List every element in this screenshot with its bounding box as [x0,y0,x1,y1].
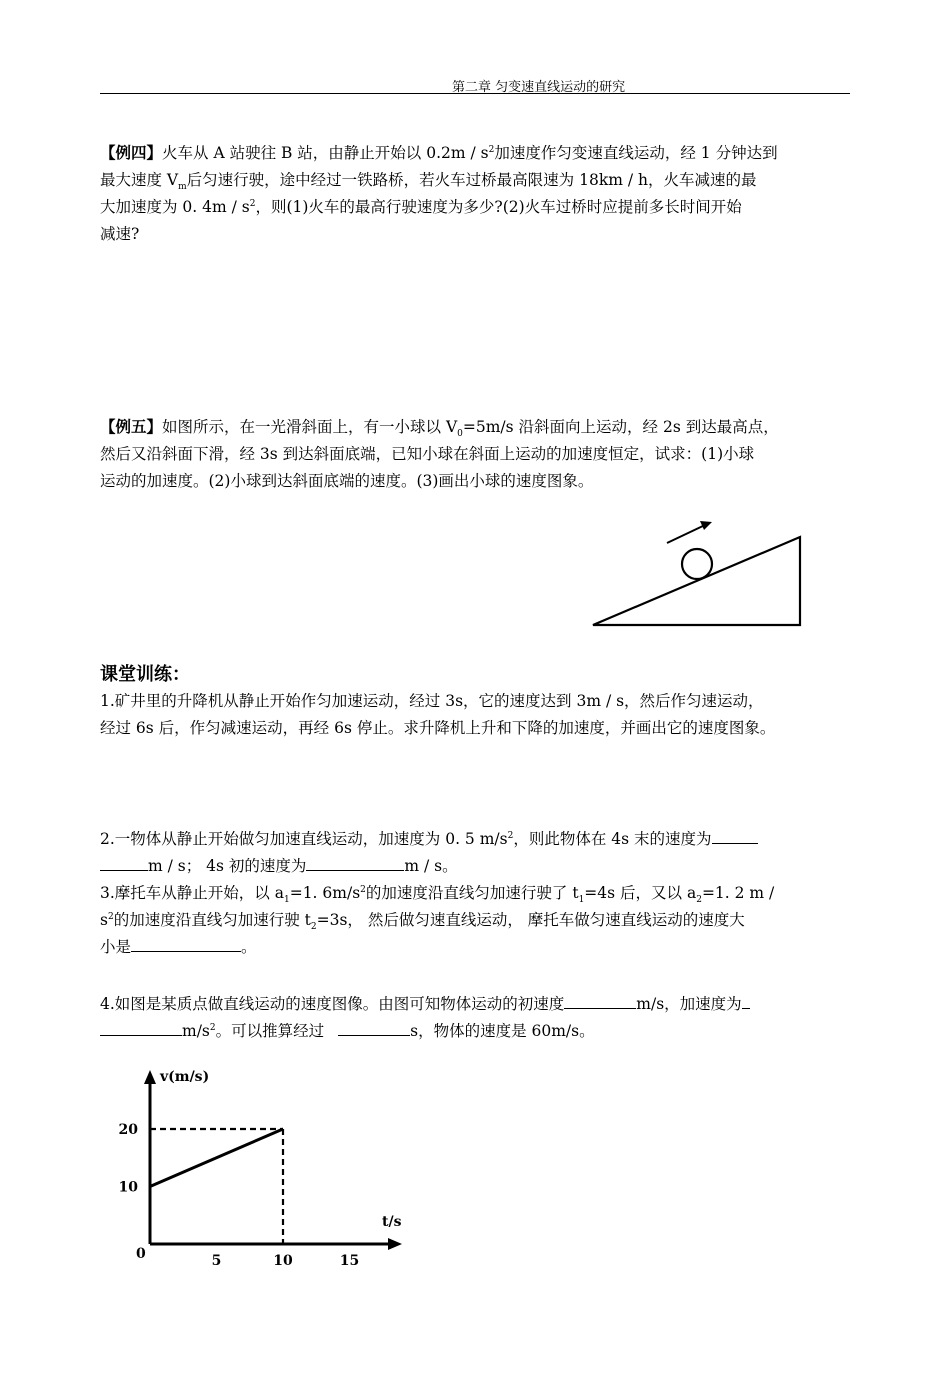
question-2-line-1: 2.一物体从静止开始做匀加速直线运动，加速度为 0. 5 $m/s^2$，则此物体在 4s 末的速度为 [100,826,860,853]
incline-figure [585,515,810,635]
chapter-title: 第二章 匀变速直线运动的研究 [452,80,626,95]
question-1-line-1: 1.矿井里的升降机从静止开始作匀加速运动，经过 3s，它的速度达到 3m / s，然后作匀速运动， [100,692,764,710]
example-5 [100,413,860,495]
question-4-line-2: $m/s^2$。可以推算经过 s，物体的速度是 60m/s。 [100,1018,860,1045]
x-tick-label-10: 10 [273,1253,293,1269]
ball [682,549,712,579]
origin-label: 0 [136,1246,146,1262]
answer-blank[interactable] [306,854,404,871]
question-3 [100,880,860,961]
example-4-line-1: 【例四】火车从 A 站驶往 B 站，由静止开始以 $0.2m / s^2$加速度作匀变速直线运动，经 1 分钟达到 [100,143,778,162]
question-4-line-1: 4.如图是某质点做直线运动的速度图像。由图可知物体运动的初速度 m/s，加速度为 [100,991,860,1018]
answer-blank[interactable] [564,992,636,1009]
example-5-line-2: 然后又沿斜面下滑，经 3s 到达斜面底端，已知小球在斜面上运动的加速度恒定，试求：(1)小球 [100,445,755,463]
y-axis-arrowhead [144,1070,156,1084]
question-1 [100,688,860,742]
question-2-line-2: m / s； 4s 初的速度为 m / s。 [100,853,860,880]
answer-blank[interactable] [338,1019,410,1036]
example-4 [100,139,860,248]
y-tick-label-10: 10 [118,1179,138,1196]
question-3-line-3: 小是 。 [100,934,860,961]
example-4-label: 【例四】 [100,143,163,162]
question-4 [100,991,860,1045]
example-5-line-3: 运动的加速度。(2)小球到达斜面底端的速度。(3)画出小球的速度图象。 [100,472,594,490]
question-2 [100,826,860,880]
velocity-time-chart [110,1058,430,1278]
example-5-line-1: 【例五】如图所示，在一光滑斜面上，有一小球以 $V_0=5m/s$ 沿斜面向上运动，经 2s 到达最高点， [100,417,779,440]
velocity-line-0 [150,1129,283,1187]
question-3-line-2: $s^2$的加速度沿直线匀加速行驶 $t_2=3s$， 然后做匀速直线运动， 摩托车做匀速直线运动的速度大 [100,911,745,933]
answer-blank[interactable] [100,1019,182,1036]
example-5-label: 【例五】 [100,417,163,436]
answer-blank[interactable] [742,992,750,1009]
x-tick-label-15: 15 [339,1253,360,1269]
example-4-line-3: 大加速度为 0. $4m / s^2$，则(1)火车的最高行驶速度为多少?(2)火车过桥时应提前多长时间开始 [100,198,742,216]
answer-blank[interactable] [131,935,241,952]
y-tick-label-20: 20 [118,1122,138,1138]
x-tick-label-5: 5 [211,1253,222,1269]
answer-blank[interactable] [100,854,148,871]
example-4-line-4: 减速? [100,225,140,243]
x-axis-label: t/s [382,1214,402,1230]
header-divider [100,93,850,94]
question-3-line-1: 3.摩托车从静止开始，以 $a_1=1$. $6m/s^2$的加速度沿直线匀加速行驶了 $t_1=4s$ 后，又以 $a_2=1$. 2 m / [100,884,775,906]
example-4-line-2: 最大速度 $V_m$后匀速行驶，途中经过一铁路桥，若火车过桥最高限速为 18km / h，火车减速的最 [100,171,757,193]
training-title: 课堂训练： [100,664,190,685]
velocity-arrow [667,525,705,543]
question-1-line-2: 经过 6s 后，作匀减速运动，再经 6s 停止。求升降机上升和下降的加速度，并画出它的速度图象。 [100,719,776,737]
answer-blank[interactable] [712,827,758,844]
x-axis-arrowhead [388,1238,402,1250]
y-axis-label: v(m/s) [160,1069,210,1085]
